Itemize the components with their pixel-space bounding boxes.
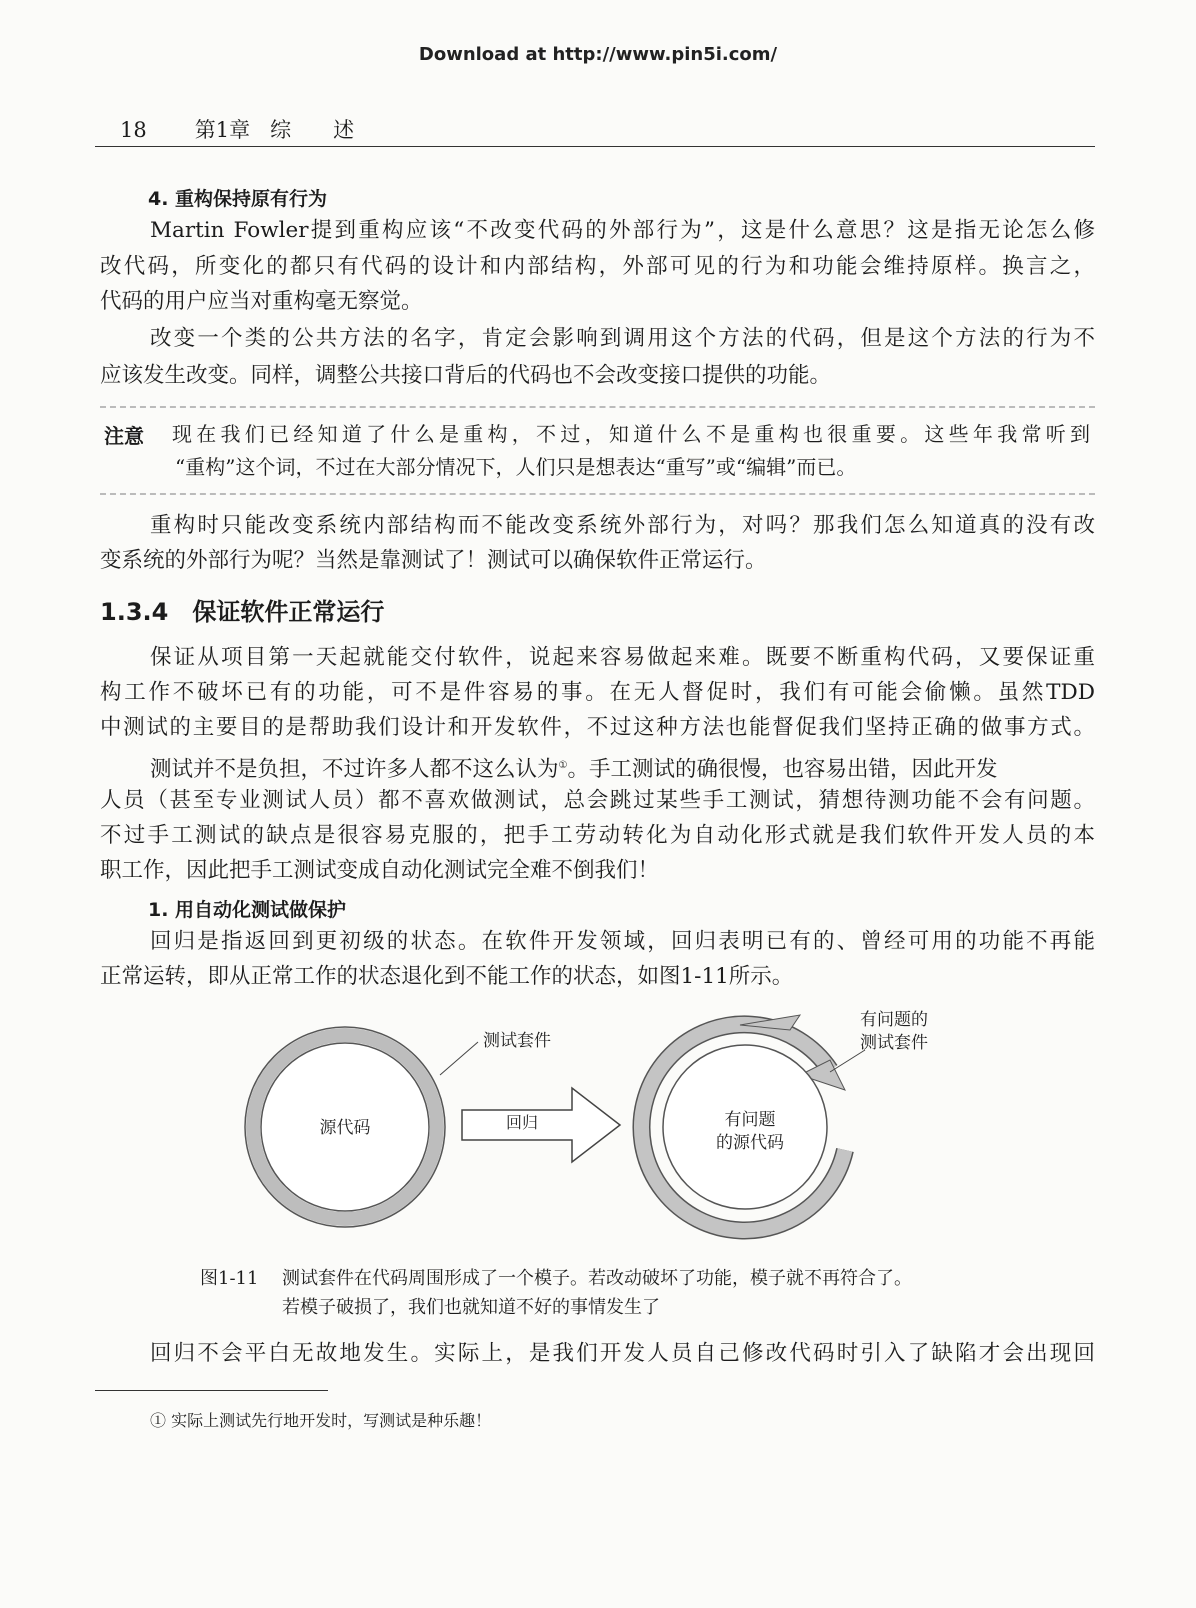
broken-code-label: 有问题 <box>724 1110 776 1130</box>
footnote-ref[interactable]: ① <box>558 760 568 771</box>
paragraph-line: 应该发生改变。同样，调整公共接口背后的代码也不会改变接口提供的功能。 <box>100 363 832 388</box>
note-rule-bottom <box>100 493 1095 495</box>
paragraph-line: 变系统的外部行为呢？当然是靠测试了！测试可以确保软件正常运行。 <box>100 548 767 573</box>
broken-code-label: 的源代码 <box>716 1133 784 1153</box>
subsection-heading: 1. 用自动化测试做保护 <box>148 899 347 921</box>
page-number: 18 <box>120 118 147 142</box>
paragraph-line: 职工作，因此把手工测试变成自动化测试完全难不倒我们！ <box>100 858 660 883</box>
note-label: 注意 <box>104 424 144 448</box>
section-heading: 4. 重构保持原有行为 <box>148 188 328 210</box>
paragraph-line: 中测试的主要目的是帮助我们设计和开发软件，不过这种方法也能督促我们坚持正确的做事方式。 <box>100 715 1095 740</box>
paragraph-line <box>150 751 1095 785</box>
footnote: ① 实际上测试先行地开发时，写测试是种乐趣！ <box>150 1411 492 1430</box>
paragraph-line: 正常运转，即从正常工作的状态退化到不能工作的状态，如图1-11所示。 <box>100 964 794 989</box>
note-line: 现在我们已经知道了什么是重构，不过，知道什么不是重构也很重要。这些年我常听到 <box>172 422 1090 446</box>
chapter-label: 第1章 <box>194 118 251 142</box>
regression-arrow <box>462 1088 620 1162</box>
page-header <box>120 114 402 144</box>
note-rule-top <box>100 406 1095 408</box>
source-code-label: 源代码 <box>319 1118 371 1138</box>
figure-number: 图1-11 <box>200 1268 259 1289</box>
arrow-label: 回归 <box>505 1113 539 1132</box>
paragraph-line: 保证从项目第一天起就能交付软件，说起来容易做起来难。既要不断重构代码，又要保证重 <box>150 645 1095 670</box>
section-heading: 1.3.4 保证软件正常运行 <box>100 598 385 626</box>
figure-caption: 若模子破损了，我们也就知道不好的事情发生了 <box>282 1297 660 1318</box>
paragraph-line: 代码的用户应当对重构毫无察觉。 <box>100 289 423 314</box>
paragraph-line: 改变一个类的公共方法的名字，肯定会影响到调用这个方法的代码，但是这个方法的行为不 <box>150 326 1095 351</box>
suite-leader-line <box>440 1042 478 1075</box>
paragraph-line: 重构时只能改变系统内部结构而不能改变系统外部行为，对吗？那我们怎么知道真的没有改 <box>150 513 1095 538</box>
download-banner: Download at http://www.pin5i.com/ <box>418 44 778 65</box>
footnote-rule <box>95 1390 328 1391</box>
note-line: “重构”这个词，不过在大部分情况下，人们只是想表达“重写”或“编辑”而已。 <box>175 455 857 479</box>
text: 测试并不是负担，不过许多人都不这么认为 <box>150 757 559 783</box>
chapter-title: 综 述 <box>270 118 355 142</box>
paragraph-line: Martin Fowler提到重构应该“不改变代码的外部行为”，这是什么意思？这是指无论怎么修 <box>150 218 1095 243</box>
header-rule <box>95 146 1095 147</box>
paragraph-line: 构工作不破坏已有的功能，可不是件容易的事。在无人督促时，我们有可能会偷懒。虽然TDD <box>100 680 1095 705</box>
figure-1-11 <box>0 1000 1196 1250</box>
broken-suite-label: 有问题的 <box>860 1010 928 1030</box>
figure-caption: 测试套件在代码周围形成了一个模子。若改动破坏了功能，模子就不再符合了。 <box>282 1268 912 1289</box>
paragraph-line: 回归不会平白无故地发生。实际上，是我们开发人员自己修改代码时引入了缺陷才会出现回 <box>150 1341 1095 1366</box>
paragraph-line: 回归是指返回到更初级的状态。在软件开发领域，回归表明已有的、曾经可用的功能不再能 <box>150 929 1095 954</box>
paragraph-line: 改代码，所变化的都只有代码的设计和内部结构，外部可见的行为和功能会维持原样。换言之， <box>100 254 1095 279</box>
suite-label: 测试套件 <box>483 1031 551 1051</box>
broken-suite-label: 测试套件 <box>860 1033 928 1053</box>
paragraph-line: 人员（甚至专业测试人员）都不喜欢做测试，总会跳过某些手工测试，猜想待测功能不会有问题。 <box>100 788 1095 813</box>
text: 。手工测试的确很慢，也容易出错，因此开发 <box>567 757 998 783</box>
paragraph-line: 不过手工测试的缺点是很容易克服的，把手工劳动转化为自动化形式就是我们软件开发人员的本 <box>100 823 1095 848</box>
